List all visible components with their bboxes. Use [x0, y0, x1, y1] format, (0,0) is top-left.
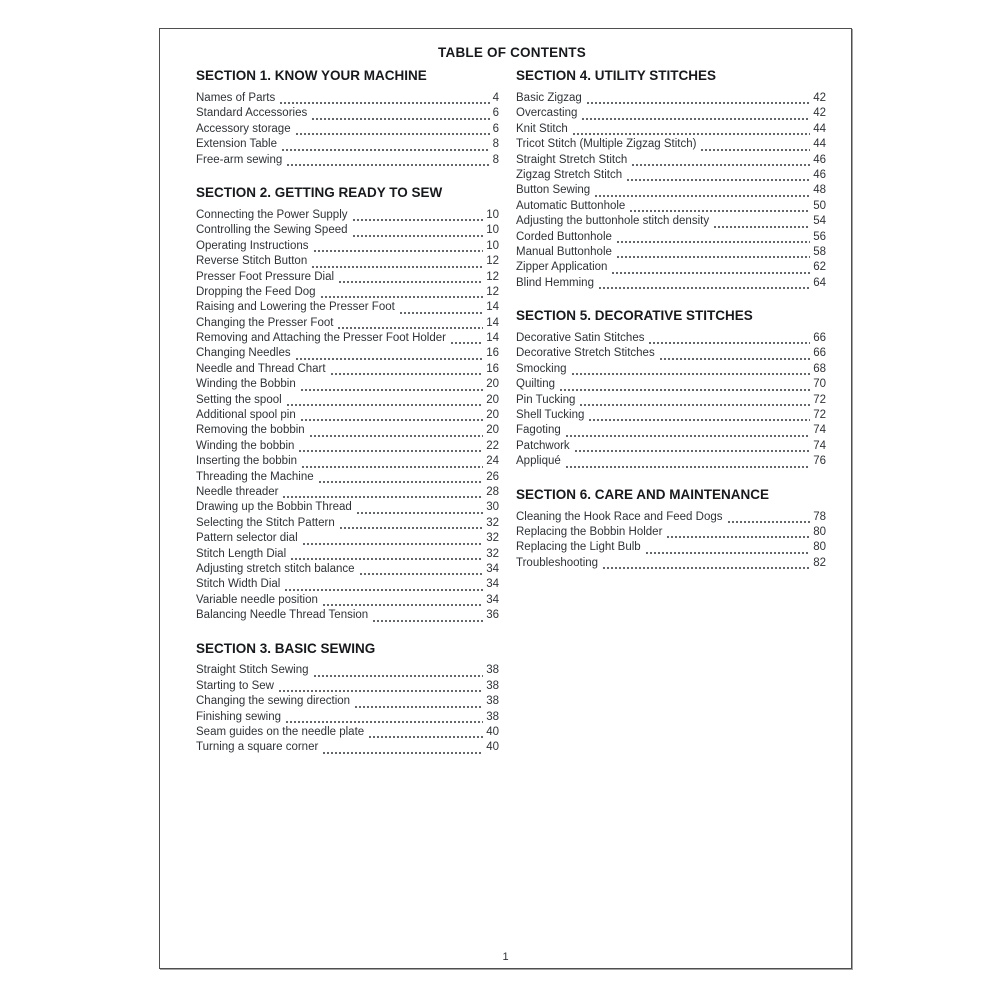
entry-page-number: 8 [492, 153, 499, 166]
entry-page-number: 42 [813, 107, 826, 120]
section-heading: SECTION 6. CARE AND MAINTENANCE [516, 486, 770, 502]
dotted-leader [700, 137, 810, 152]
entry-title: Zigzag Stretch Stitch [516, 168, 623, 181]
toc-entry [516, 276, 826, 291]
entry-page-number: 74 [813, 424, 826, 437]
dotted-leader [313, 239, 484, 254]
toc-entry [196, 710, 499, 725]
toc-entry [196, 562, 499, 577]
dotted-leader [286, 393, 484, 408]
toc-entry [196, 153, 499, 168]
entry-title: Extension Table [196, 138, 277, 151]
entry-page-number: 38 [486, 679, 499, 692]
dotted-leader [626, 168, 810, 183]
dotted-leader [727, 510, 811, 525]
toc-entry [196, 300, 499, 315]
dotted-leader [450, 331, 483, 346]
toc-entry [196, 393, 499, 408]
entry-page-number: 16 [486, 362, 499, 375]
dotted-leader [318, 470, 484, 485]
entry-title: Additional spool pin [196, 409, 296, 422]
entry-title: Manual Buttonhole [516, 245, 612, 258]
entry-title: Cleaning the Hook Race and Feed Dogs [516, 510, 723, 523]
dotted-leader [666, 525, 810, 540]
dotted-leader [659, 346, 811, 361]
entry-page-number: 66 [813, 332, 826, 345]
toc-entry [196, 91, 499, 106]
toc-entry [196, 239, 499, 254]
toc-entry [516, 230, 826, 245]
dotted-leader [352, 223, 484, 238]
entry-title: Appliqué [516, 455, 561, 468]
entry-page-number: 44 [813, 138, 826, 151]
entry-title: Stitch Length Dial [196, 547, 287, 560]
toc-entry [196, 516, 499, 531]
entry-title: Smocking [516, 362, 567, 375]
entry-title: Replacing the Bobbin Holder [516, 525, 663, 538]
entry-page-number: 38 [486, 695, 499, 708]
entry-page-number: 14 [486, 301, 499, 314]
entry-title: Selecting the Stitch Pattern [196, 516, 335, 529]
toc-entry [516, 556, 826, 571]
dotted-leader [311, 254, 483, 269]
toc-entry [196, 664, 499, 679]
toc-entry [196, 500, 499, 515]
entry-page-number: 6 [492, 107, 499, 120]
entry-title: Tricot Stitch (Multiple Zigzag Stitch) [516, 138, 697, 151]
dotted-leader [372, 608, 483, 623]
toc-entry [516, 393, 826, 408]
dotted-leader [330, 362, 484, 377]
toc-section [516, 69, 826, 291]
entry-page-number: 70 [813, 378, 826, 391]
entry-page-number: 32 [486, 532, 499, 545]
entry-title: Finishing sewing [196, 710, 282, 723]
dotted-leader [588, 408, 810, 423]
toc-entry [516, 214, 826, 229]
dotted-leader [629, 199, 810, 214]
dotted-leader [279, 91, 489, 106]
entry-title: Fagoting [516, 424, 561, 437]
toc-entry [196, 439, 499, 454]
toc-section [196, 186, 499, 624]
dotted-leader [285, 710, 483, 725]
entry-title: Inserting the bobbin [196, 455, 298, 468]
toc-section [196, 642, 499, 756]
dotted-leader [339, 516, 483, 531]
toc-entry [516, 183, 826, 198]
entry-page-number: 40 [486, 726, 499, 739]
entry-title: Zipper Application [516, 261, 608, 274]
entry-title: Removing the bobbin [196, 424, 305, 437]
dotted-leader [338, 270, 483, 285]
toc-entry [196, 316, 499, 331]
toc-entry [196, 270, 499, 285]
dotted-leader [298, 439, 483, 454]
dotted-leader [295, 346, 484, 361]
toc-column-left [196, 69, 499, 756]
entry-page-number: 30 [486, 501, 499, 514]
entry-title: Raising and Lowering the Presser Foot [196, 301, 395, 314]
entry-page-number: 14 [486, 316, 499, 329]
page-title: TABLE OF CONTENTS [438, 45, 586, 60]
toc-entry [196, 208, 499, 223]
section-heading: SECTION 2. GETTING READY TO SEW [196, 184, 443, 200]
entry-title: Replacing the Light Bulb [516, 541, 641, 554]
entry-page-number: 58 [813, 245, 826, 258]
toc-column-right [516, 69, 826, 571]
toc-section [516, 309, 826, 470]
entry-title: Starting to Sew [196, 679, 274, 692]
entry-page-number: 44 [813, 122, 826, 135]
entry-title: Decorative Stretch Stitches [516, 347, 655, 360]
dotted-leader [559, 377, 810, 392]
toc-entry [516, 245, 826, 260]
dotted-leader [594, 183, 810, 198]
toc-entry [196, 454, 499, 469]
dotted-leader [581, 106, 810, 121]
entry-page-number: 50 [813, 199, 826, 212]
entry-page-number: 64 [813, 276, 826, 289]
dotted-leader [359, 562, 484, 577]
entry-page-number: 32 [486, 547, 499, 560]
toc-entry [196, 740, 499, 755]
toc-entry [516, 168, 826, 183]
toc-entry [516, 153, 826, 168]
entry-page-number: 42 [813, 91, 826, 104]
section-heading: SECTION 3. BASIC SEWING [196, 640, 376, 656]
toc-entry [196, 423, 499, 438]
entry-title: Patchwork [516, 439, 570, 452]
entry-title: Pattern selector dial [196, 532, 298, 545]
entry-title: Operating Instructions [196, 239, 309, 252]
toc-entry [516, 510, 826, 525]
entry-page-number: 62 [813, 261, 826, 274]
entry-title: Quilting [516, 378, 555, 391]
toc-entry [196, 285, 499, 300]
dotted-leader [300, 408, 483, 423]
toc-entry [196, 485, 499, 500]
entry-page-number: 54 [813, 215, 826, 228]
dotted-leader [295, 122, 490, 137]
toc-entry [516, 439, 826, 454]
section-heading: SECTION 4. UTILITY STITCHES [516, 68, 717, 83]
entry-page-number: 4 [492, 91, 499, 104]
entry-page-number: 22 [486, 439, 499, 452]
entry-title: Reverse Stitch Button [196, 255, 308, 268]
entry-title: Standard Accessories [196, 107, 308, 120]
dotted-leader [399, 300, 483, 315]
entry-title: Names of Parts [196, 91, 276, 104]
entry-page-number: 6 [492, 122, 499, 135]
entry-page-number: 12 [486, 255, 499, 268]
toc-entry [516, 122, 826, 137]
entry-title: Threading the Machine [196, 470, 314, 483]
toc-entry [196, 470, 499, 485]
toc-entry [196, 106, 499, 121]
entry-title: Accessory storage [196, 122, 291, 135]
entry-page-number: 20 [486, 424, 499, 437]
entry-title: Adjusting the buttonhole stitch density [516, 215, 710, 228]
entry-page-number: 80 [813, 541, 826, 554]
entry-title: Seam guides on the needle plate [196, 726, 365, 739]
entry-title: Corded Buttonhole [516, 230, 612, 243]
toc-entry [196, 547, 499, 562]
entry-page-number: 20 [486, 378, 499, 391]
entry-title: Stitch Width Dial [196, 578, 281, 591]
toc-entry [516, 423, 826, 438]
entry-title: Needle threader [196, 485, 279, 498]
toc-entry [516, 525, 826, 540]
toc-entry [196, 254, 499, 269]
entry-page-number: 10 [486, 239, 499, 252]
entry-page-number: 10 [486, 208, 499, 221]
section-heading: SECTION 1. KNOW YOUR MACHINE [196, 68, 427, 83]
entry-page-number: 20 [486, 409, 499, 422]
toc-entry [196, 346, 499, 361]
dotted-leader [290, 547, 483, 562]
entry-title: Pin Tucking [516, 393, 576, 406]
entry-title: Troubleshooting [516, 556, 599, 569]
toc-entry [196, 223, 499, 238]
dotted-leader [645, 540, 811, 555]
dotted-leader [320, 285, 484, 300]
entry-page-number: 34 [486, 578, 499, 591]
toc-entry [516, 454, 826, 469]
entry-page-number: 20 [486, 393, 499, 406]
entry-page-number: 32 [486, 516, 499, 529]
toc-entry [516, 137, 826, 152]
entry-page-number: 12 [486, 285, 499, 298]
entry-page-number: 24 [486, 455, 499, 468]
dotted-leader [311, 106, 489, 121]
dotted-leader [565, 454, 810, 469]
toc-entry [516, 91, 826, 106]
toc-entry [516, 362, 826, 377]
dotted-leader [337, 316, 483, 331]
section-heading: SECTION 5. DECORATIVE STITCHES [516, 308, 753, 324]
dotted-leader [322, 593, 483, 608]
entry-page-number: 72 [813, 393, 826, 406]
toc-entry [516, 408, 826, 423]
entry-title: Changing the sewing direction [196, 695, 351, 708]
toc-entry [516, 377, 826, 392]
dotted-leader [282, 485, 483, 500]
dotted-leader [300, 377, 483, 392]
toc-entry [196, 362, 499, 377]
entry-title: Turning a square corner [196, 741, 319, 754]
entry-page-number: 40 [486, 741, 499, 754]
entry-title: Winding the bobbin [196, 439, 295, 452]
dotted-leader [713, 214, 810, 229]
entry-page-number: 36 [486, 609, 499, 622]
entry-page-number: 12 [486, 270, 499, 283]
entry-page-number: 28 [486, 485, 499, 498]
page-number: 1 [502, 951, 509, 963]
dotted-leader [571, 362, 811, 377]
entry-title: Decorative Satin Stitches [516, 332, 645, 345]
dotted-leader [565, 423, 810, 438]
dotted-leader [281, 137, 490, 152]
toc-section [516, 488, 826, 572]
dotted-leader [313, 664, 484, 679]
entry-title: Overcasting [516, 107, 578, 120]
entry-page-number: 56 [813, 230, 826, 243]
dotted-leader [648, 331, 810, 346]
entry-page-number: 38 [486, 710, 499, 723]
toc-entry [196, 725, 499, 740]
entry-page-number: 74 [813, 439, 826, 452]
entry-page-number: 14 [486, 332, 499, 345]
dotted-leader [631, 153, 810, 168]
entry-title: Controlling the Sewing Speed [196, 224, 348, 237]
entry-page-number: 80 [813, 525, 826, 538]
entry-title: Automatic Buttonhole [516, 199, 626, 212]
dotted-leader [616, 230, 810, 245]
dotted-leader [356, 500, 483, 515]
dotted-leader [278, 679, 483, 694]
entry-page-number: 8 [492, 138, 499, 151]
entry-page-number: 66 [813, 347, 826, 360]
toc-entry [196, 122, 499, 137]
toc-entry [196, 608, 499, 623]
entry-page-number: 72 [813, 409, 826, 422]
entry-title: Setting the spool [196, 393, 282, 406]
dotted-leader [611, 260, 810, 275]
toc-entry [196, 694, 499, 709]
toc-entry [196, 408, 499, 423]
toc-entry [516, 346, 826, 361]
dotted-leader [309, 423, 484, 438]
entry-page-number: 46 [813, 153, 826, 166]
entry-page-number: 34 [486, 593, 499, 606]
entry-title: Balancing Needle Thread Tension [196, 609, 369, 622]
entry-title: Drawing up the Bobbin Thread [196, 501, 352, 514]
entry-title: Straight Stretch Stitch [516, 153, 628, 166]
dotted-leader [354, 694, 483, 709]
toc-entry [516, 331, 826, 346]
entry-title: Basic Zigzag [516, 91, 582, 104]
toc-entry [196, 137, 499, 152]
entry-title: Winding the Bobbin [196, 378, 296, 391]
entry-page-number: 48 [813, 184, 826, 197]
manual-page [159, 28, 852, 969]
entry-page-number: 10 [486, 224, 499, 237]
entry-page-number: 16 [486, 347, 499, 360]
entry-page-number: 26 [486, 470, 499, 483]
entry-title: Button Sewing [516, 184, 591, 197]
entry-title: Adjusting stretch stitch balance [196, 562, 355, 575]
entry-title: Free-arm sewing [196, 153, 283, 166]
entry-title: Shell Tucking [516, 409, 585, 422]
entry-title: Changing Needles [196, 347, 291, 360]
dotted-leader [301, 454, 483, 469]
toc-columns [196, 69, 828, 756]
toc-entry [516, 199, 826, 214]
entry-page-number: 76 [813, 455, 826, 468]
dotted-leader [286, 153, 489, 168]
toc-entry [196, 593, 499, 608]
dotted-leader [284, 577, 483, 592]
entry-title: Needle and Thread Chart [196, 362, 326, 375]
toc-entry [196, 531, 499, 546]
dotted-leader [322, 740, 483, 755]
dotted-leader [574, 439, 811, 454]
toc-entry [196, 679, 499, 694]
dotted-leader [352, 208, 484, 223]
dotted-leader [602, 556, 810, 571]
entry-page-number: 68 [813, 362, 826, 375]
entry-title: Blind Hemming [516, 276, 594, 289]
entry-title: Straight Stitch Sewing [196, 664, 309, 677]
dotted-leader [598, 276, 810, 291]
entry-title: Dropping the Feed Dog [196, 285, 316, 298]
toc-section [196, 69, 499, 168]
entry-page-number: 46 [813, 168, 826, 181]
entry-page-number: 82 [813, 556, 826, 569]
toc-entry [196, 377, 499, 392]
entry-title: Changing the Presser Foot [196, 316, 334, 329]
dotted-leader [302, 531, 484, 546]
entry-title: Knit Stitch [516, 122, 568, 135]
dotted-leader [368, 725, 483, 740]
entry-title: Connecting the Power Supply [196, 208, 348, 221]
entry-title: Removing and Attaching the Presser Foot Holder [196, 332, 446, 345]
entry-page-number: 78 [813, 510, 826, 523]
entry-page-number: 38 [486, 664, 499, 677]
dotted-leader [572, 122, 810, 137]
toc-entry [196, 577, 499, 592]
dotted-leader [586, 91, 810, 106]
dotted-leader [579, 393, 810, 408]
toc-entry [516, 260, 826, 275]
entry-title: Presser Foot Pressure Dial [196, 270, 335, 283]
toc-entry [196, 331, 499, 346]
toc-entry [516, 106, 826, 121]
dotted-leader [616, 245, 810, 260]
toc-entry [516, 540, 826, 555]
entry-page-number: 34 [486, 562, 499, 575]
entry-title: Variable needle position [196, 593, 318, 606]
